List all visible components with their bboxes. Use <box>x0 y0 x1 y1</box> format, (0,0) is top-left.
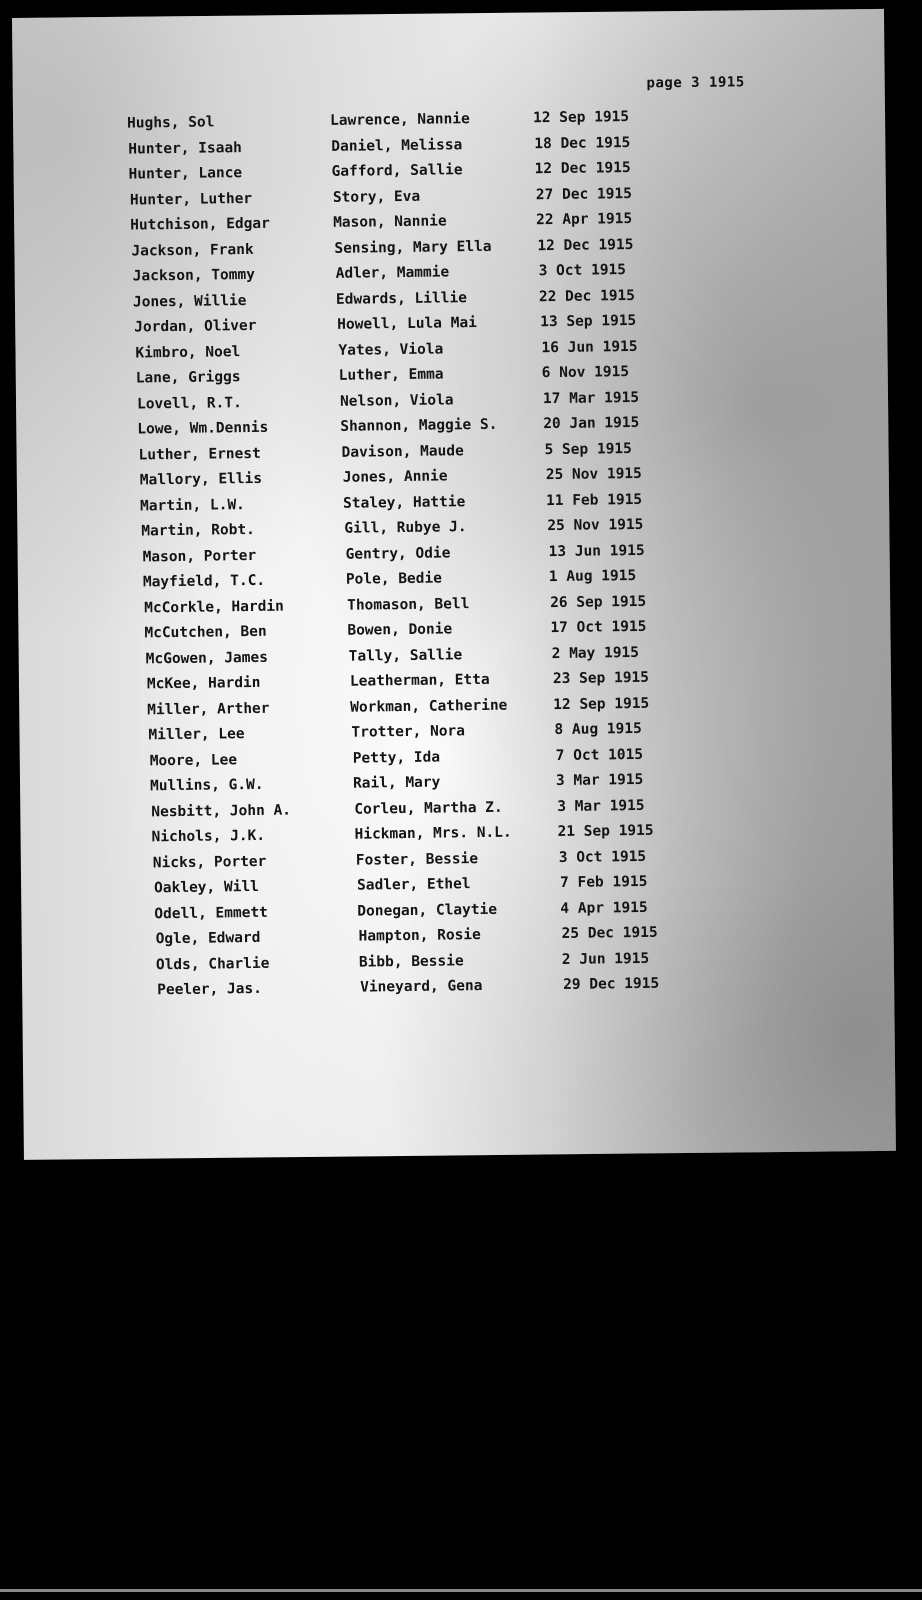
bride-name: Petty, Ida <box>352 749 440 767</box>
marriage-date: 13 Sep 1915 <box>540 312 637 331</box>
groom-name: McKee, Hardin <box>146 674 261 693</box>
marriage-date: 5 Sep 1915 <box>544 440 632 458</box>
marriage-date: 7 Oct 1015 <box>555 746 643 764</box>
bride-name: Sadler, Ethel <box>356 876 471 894</box>
marriage-date: 26 Sep 1915 <box>549 593 647 611</box>
bride-name: Bibb, Bessie <box>359 952 465 971</box>
groom-name: Miller, Lee <box>148 726 245 744</box>
bride-name: Nelson, Viola <box>339 391 454 410</box>
groom-name: Hunter, Lance <box>128 165 243 183</box>
document-page <box>12 9 896 1160</box>
bride-name: Donegan, Claytie <box>357 901 498 920</box>
bride-name: Staley, Hattie <box>343 493 466 512</box>
bride-name: Gafford, Sallie <box>331 162 463 180</box>
bride-name: Lawrence, Nannie <box>329 111 470 129</box>
bride-name: Luther, Emma <box>338 366 444 384</box>
groom-name: Peeler, Jas. <box>157 980 263 999</box>
marriage-date: 3 Mar 1915 <box>556 771 644 790</box>
marriage-date: 25 Dec 1915 <box>561 924 658 942</box>
groom-name: Hunter, Isaah <box>127 139 242 158</box>
bride-name: Davison, Maude <box>341 442 464 461</box>
groom-name: Martin, L.W. <box>140 496 246 514</box>
groom-name: Mallory, Ellis <box>139 470 262 489</box>
marriage-date: 25 Nov 1915 <box>547 516 644 535</box>
groom-name: Nicks, Porter <box>152 853 267 871</box>
marriage-date: 8 Aug 1915 <box>554 720 642 739</box>
bride-name: Hampton, Rosie <box>358 927 481 945</box>
marriage-date: 3 Mar 1915 <box>556 797 645 815</box>
groom-name: Mayfield, T.C. <box>142 572 266 591</box>
bride-name: Thomason, Bell <box>346 595 470 614</box>
groom-name: Jordan, Oliver <box>134 317 257 336</box>
marriage-date: 2 May 1915 <box>551 644 640 662</box>
bride-name: Gentry, Odie <box>345 544 451 563</box>
marriage-date: 13 Jun 1915 <box>548 542 645 560</box>
bride-name: Gill, Rubye J. <box>344 519 467 537</box>
bride-name: Hickman, Mrs. N.L. <box>354 824 513 843</box>
bride-name: Leatherman, Etta <box>349 671 490 690</box>
bride-name: Vineyard, Gena <box>360 978 483 996</box>
marriage-date: 17 Oct 1915 <box>550 618 647 637</box>
bride-name: Sensing, Mary Ella <box>334 238 492 257</box>
marriage-date: 2 Jun 1915 <box>562 950 650 968</box>
marriage-date: 25 Nov 1915 <box>545 465 642 484</box>
bride-name: Tally, Sallie <box>348 646 463 665</box>
bride-name: Rail, Mary <box>353 774 441 792</box>
groom-name: Moore, Lee <box>149 751 237 769</box>
marriage-date: 4 Apr 1915 <box>560 899 648 917</box>
bride-name: Mason, Nannie <box>333 213 448 231</box>
marriage-date: 3 Oct 1915 <box>558 848 647 866</box>
bride-name: Bowen, Donie <box>347 621 453 639</box>
bride-name: Trotter, Nora <box>351 723 465 741</box>
marriage-records-list <box>127 109 736 1008</box>
groom-name: Hunter, Luther <box>129 190 253 209</box>
scanner-edge-line <box>0 1589 922 1592</box>
marriage-date: 22 Apr 1915 <box>536 210 633 229</box>
bride-name: Corleu, Martha Z. <box>353 799 503 818</box>
groom-name: Martin, Robt. <box>141 521 255 540</box>
groom-name: Hutchison, Edgar <box>130 215 271 234</box>
groom-name: Nesbitt, John A. <box>150 802 291 820</box>
groom-name: Jackson, Tommy <box>132 266 255 285</box>
marriage-date: 3 Oct 1915 <box>538 262 626 280</box>
marriage-date: 12 Sep 1915 <box>532 109 630 127</box>
groom-name: Oakley, Will <box>153 878 259 897</box>
groom-name: Jackson, Frank <box>131 241 254 260</box>
marriage-date: 12 Sep 1915 <box>553 695 650 713</box>
groom-name: Nichols, J.K. <box>151 827 266 846</box>
groom-name: Miller, Arther <box>147 700 270 718</box>
groom-name: McCorkle, Hardin <box>143 598 284 616</box>
groom-name: Mullins, G.W. <box>150 776 264 795</box>
bride-name: Jones, Annie <box>342 468 448 486</box>
marriage-date: 18 Dec 1915 <box>533 134 631 152</box>
bride-name: Pole, Bedie <box>345 570 443 588</box>
marriage-date: 12 Dec 1915 <box>537 236 634 254</box>
groom-name: Lane, Griggs <box>135 369 241 387</box>
bride-name: Workman, Catherine <box>350 697 508 716</box>
groom-name: Lovell, R.T. <box>136 394 242 412</box>
bride-name: Shannon, Maggie S. <box>340 416 498 435</box>
marriage-date: 23 Sep 1915 <box>552 669 649 688</box>
marriage-date: 11 Feb 1915 <box>546 491 643 509</box>
groom-name: Jones, Willie <box>133 292 247 311</box>
bride-name: Story, Eva <box>332 188 421 206</box>
marriage-date: 20 Jan 1915 <box>543 414 640 433</box>
page-number-label: page 3 1915 <box>646 74 745 92</box>
bride-name: Howell, Lula Mai <box>337 315 477 333</box>
marriage-date: 17 Mar 1915 <box>542 389 639 407</box>
bride-name: Daniel, Melissa <box>330 136 463 155</box>
marriage-date: 6 Nov 1915 <box>541 364 630 382</box>
bride-name: Yates, Viola <box>337 340 443 359</box>
marriage-date: 27 Dec 1915 <box>535 185 632 203</box>
groom-name: Olds, Charlie <box>156 955 270 973</box>
groom-name: Hughs, Sol <box>126 114 215 132</box>
bride-name: Adler, Mammie <box>335 264 449 282</box>
marriage-date: 29 Dec 1915 <box>563 975 660 993</box>
bride-name: Foster, Bessie <box>355 850 479 869</box>
marriage-date: 22 Dec 1915 <box>539 287 636 305</box>
groom-name: McCutchen, Ben <box>144 623 268 642</box>
marriage-date: 7 Feb 1915 <box>559 873 648 892</box>
groom-name: Lowe, Wm.Dennis <box>137 419 269 438</box>
marriage-date: 21 Sep 1915 <box>557 822 655 841</box>
groom-name: Mason, Porter <box>142 547 256 565</box>
groom-name: Kimbro, Noel <box>134 343 240 362</box>
bride-name: Edwards, Lillie <box>336 289 468 308</box>
groom-name: Luther, Ernest <box>138 445 261 463</box>
marriage-date: 1 Aug 1915 <box>548 567 637 586</box>
groom-name: Ogle, Edward <box>155 929 261 948</box>
groom-name: McGowen, James <box>145 649 269 667</box>
groom-name: Odell, Emmett <box>154 904 269 922</box>
marriage-date: 12 Dec 1915 <box>534 159 631 178</box>
marriage-date: 16 Jun 1915 <box>540 338 638 356</box>
